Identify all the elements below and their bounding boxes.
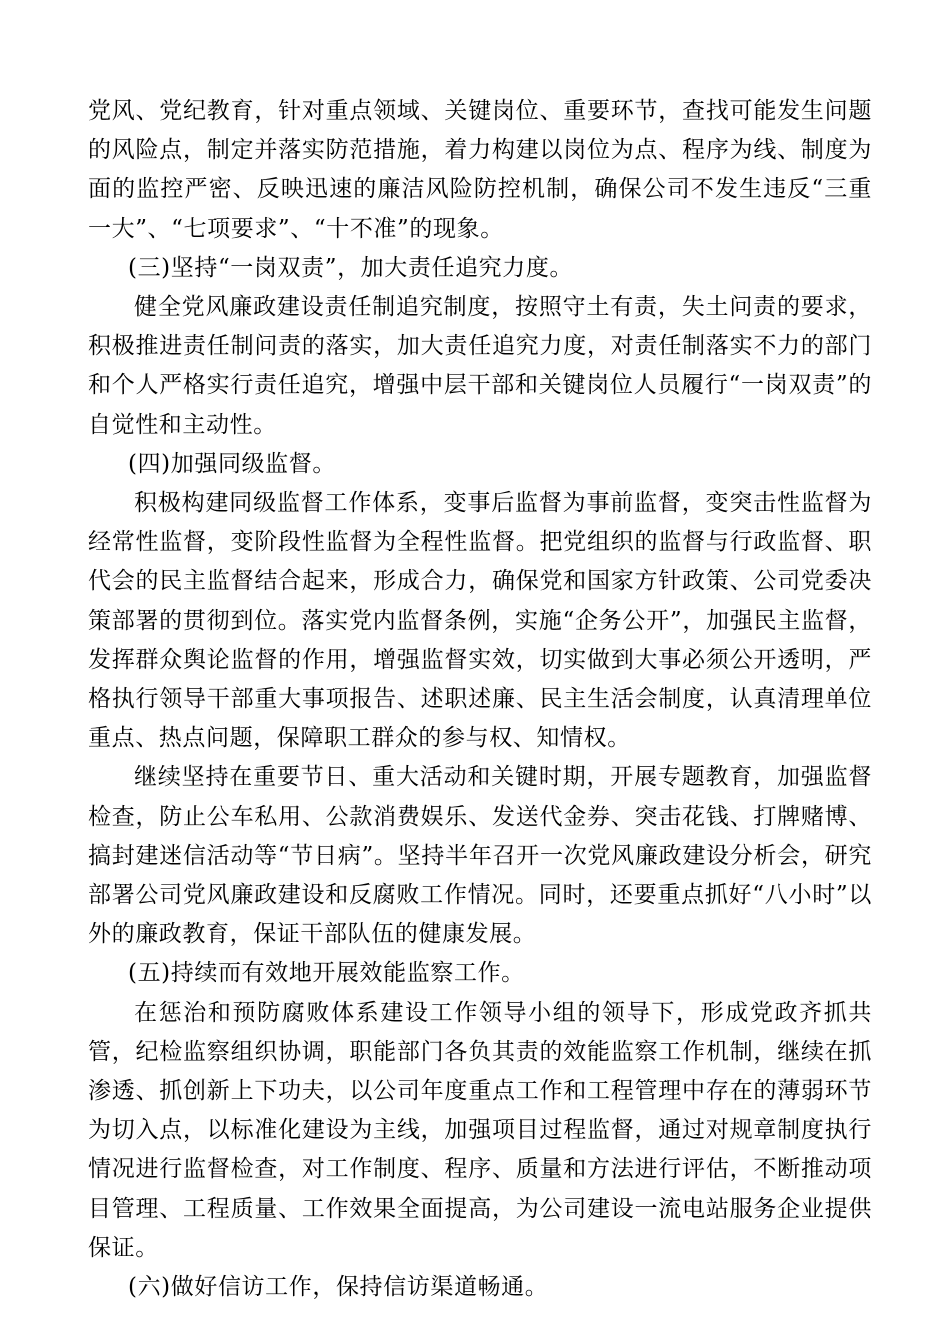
paragraph-efficiency-supervision: 在惩治和预防腐败体系建设工作领导小组的领导下，形成党政齐抓共管，纪检监察组织协调，职能部门各负其责的效能监察工作机制，继续在抓渗透、抓创新上下功夫，以公司年度重点工作和工程管理中存在的薄弱环节为切入点，以标准化建设为主线，加强项目过程监督，通过对规章制度执行情况进行监督检查，对工作制度、程序、质量和方法进行评估，不断推动项目管理、工程质量、工作效果全面提高，为公司建设一流电站服务企业提供保证。: [88, 999, 872, 1261]
section-heading-6: (六)做好信访工作，保持信访渠道畅通。: [128, 1274, 549, 1301]
document-body: [88, 92, 872, 1307]
section-heading-3: (三)坚持“一岗双责”，加大责任追究力度。: [128, 254, 574, 281]
paragraph-holiday-supervision: 继续坚持在重要节日、重大活动和关键时期，开展专题教育，加强监督检查，防止公车私用、公款消费娱乐、发送代金券、突击花钱、打牌赌博、搞封建迷信活动等“节日病”。坚持半年召开一次党风廉政建设分析会，研究部署公司党风廉政建设和反腐败工作情况。同时，还要重点抓好“八小时”以外的廉政教育，保证干部队伍的健康发展。: [88, 764, 872, 948]
paragraph-accountability: 健全党风廉政建设责任制追究制度，按照守土有责，失土问责的要求，积极推进责任制问责的落实，加大责任追究力度，对责任制落实不力的部门和个人严格实行责任追究，增强中层干部和关键岗位人员履行“一岗双责”的自觉性和主动性。: [88, 294, 872, 438]
paragraph-continuation: 党风、党纪教育，针对重点领域、关键岗位、重要环节，查找可能发生问题的风险点，制定并落实防范措施，着力构建以岗位为点、程序为线、制度为面的监控严密、反映迅速的廉洁风险防控机制，确保公司不发生违反“三重一大”、“七项要求”、“十不准”的现象。: [88, 98, 872, 242]
paragraph-peer-supervision: 积极构建同级监督工作体系，变事后监督为事前监督，变突击性监督为经常性监督，变阶段性监督为全程性监督。把党组织的监督与行政监督、职代会的民主监督结合起来，形成合力，确保党和国家方针政策、公司党委决策部署的贯彻到位。落实党内监督条例，实施“企务公开”，加强民主监督，发挥群众舆论监督的作用，增强监督实效，切实做到大事必须公开透明，严格执行领导干部重大事项报告、述职述廉、民主生活会制度，认真清理单位重点、热点问题，保障职工群众的参与权、知情权。: [88, 490, 872, 752]
section-heading-5: (五)持续而有效地开展效能监察工作。: [128, 960, 525, 987]
section-heading-4: (四)加强同级监督。: [128, 450, 336, 477]
